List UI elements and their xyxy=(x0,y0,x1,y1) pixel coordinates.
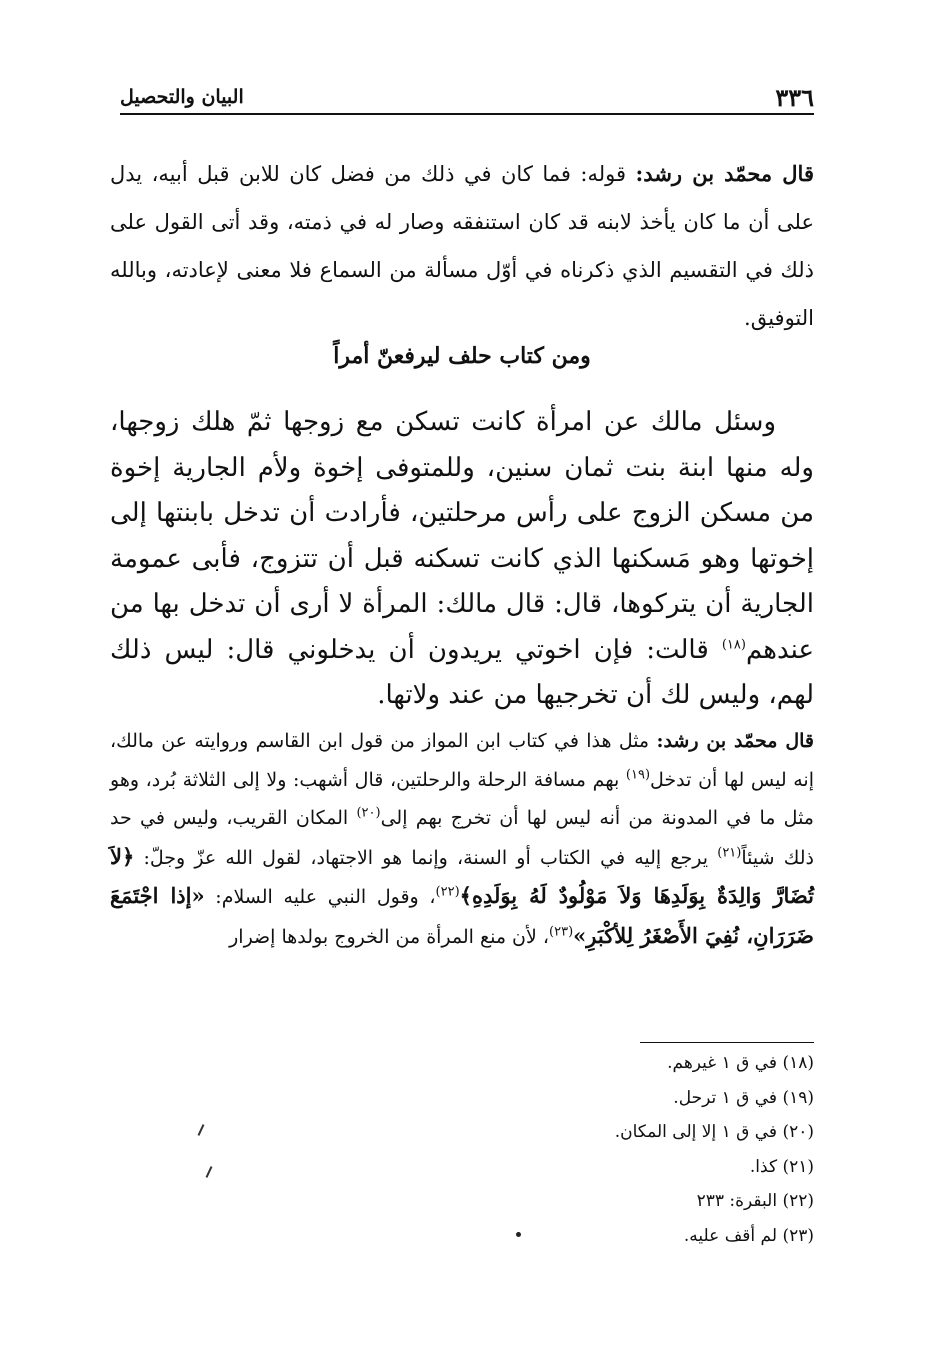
scan-mark xyxy=(198,1124,205,1136)
footnote-ref-18: (١٨) xyxy=(721,636,746,652)
commentary-paragraph-2 xyxy=(110,722,814,956)
scan-speck xyxy=(516,1232,521,1237)
footnote-22: (٢٢) البقرة: ٢٣٣ xyxy=(696,1191,814,1211)
book-title: البيان والتحصيل xyxy=(120,86,244,108)
commentary-lead: قال محمّد بن رشد: xyxy=(635,161,814,186)
commentary-text: قوله: فما كان في ذلك من فضل كان للابن قبل أبيه، يدل على أن ما كان يأخذ لابنه قد كان استنفقه وصار له في ذمته، وقد أتى القول على ذلك في التقسيم الذي ذكرناه في أوّل مسألة من السماع فلا معنى لإعادته، وبالله التوفيق. xyxy=(110,162,814,330)
running-header xyxy=(120,84,814,110)
question-text-2: قالت: فإن اخوتي يريدون أن يدخلوني قال: ليس ذلك لهم، وليس لك أن تخرجيها من عند ولاتها. xyxy=(110,634,814,710)
commentary-text-e: ، وقول النبي عليه السلام: xyxy=(204,886,436,908)
commentary-text-c: المكان القريب، وليس في حد ذلك شيئاً xyxy=(110,807,814,869)
footnotes-separator xyxy=(640,1042,814,1043)
footnote-19: (١٩) في ق ١ ترحل. xyxy=(673,1087,814,1108)
commentary-text-f: ، لأن منع المرأة من الخروج بولدها إضرار xyxy=(229,925,550,948)
footnote-ref-23: (٢٣) xyxy=(549,924,574,940)
footnote-ref-21: (٢١) xyxy=(717,845,742,861)
commentary-paragraph-1 xyxy=(110,150,814,342)
commentary-text-d: يرجع إليه في الكتاب أو السنة، وإنما هو الاجتهاد، لقول الله عزّ وجلّ: xyxy=(134,846,718,869)
commentary-text-b: بهم مسافة الرحلة والرحلتين، قال أشهب: ولا إلى الثلاثة بُرد، وهو مثل ما في المدونة من أنه ليس لها أن تخرج بهم إلى xyxy=(110,768,814,829)
commentary-text-a: مثل هذا في كتاب ابن المواز من قول ابن القاسم وروايته عن مالك، إنه ليس لها أن تدخل xyxy=(110,730,814,791)
commentary-lead-2: قال محمّد بن رشد: xyxy=(656,730,814,752)
page-number: ٣٣٦ xyxy=(775,82,814,112)
footnote-ref-19: (١٩) xyxy=(625,767,651,783)
section-heading: ومن كتاب حلف ليرفعنّ أمراً xyxy=(333,343,591,369)
footnote-23: (٢٣) لم أقف عليه. xyxy=(683,1225,814,1246)
footnote-18: (١٨) في ق ١ غيرهم. xyxy=(667,1053,814,1073)
footnote-20: (٢٠) في ق ١ إلا إلى المكان. xyxy=(614,1122,814,1142)
question-paragraph xyxy=(110,400,814,719)
header-rule xyxy=(120,113,814,115)
footnotes xyxy=(500,1046,814,1253)
quran-verse: ﴿لاَ تُضَارَّ وَالِدَةٌ بِوَلَدِهَا وَلاَ مَوْلُودٌ لَهُ بِوَلَدِهِ﴾ xyxy=(110,843,814,908)
footnote-ref-20: (٢٠) xyxy=(356,805,381,821)
hadith-quote: «إذا اجْتَمَعَ ضَرَرَانِ، نُفِيَ الأَصْغَرُ لِلأكْبَرِ» xyxy=(110,883,814,948)
footnote-ref-22: (٢٢) xyxy=(435,884,460,900)
footnote-21: (٢١) كذا. xyxy=(749,1156,814,1177)
question-text-1: وسئل مالك عن امرأة كانت تسكن مع زوجها ثمّ هلك زوجها، وله منها ابنة بنت ثمان سنين، وللمتوفى إخوة ولأم الجارية إخوة من مسكن الزوج على رأس مرحلتين، فأرادت أن تدخل بابنتها إلى إخوتها وهو مَسكنها الذي كانت تسكنه قبل أن تتزوج، فأبى عمومة الجارية أن يتركوها، قال: قال مالك: المرأة لا أرى أن تدخل بها من عندهم xyxy=(110,407,814,665)
scan-mark xyxy=(206,1166,213,1178)
